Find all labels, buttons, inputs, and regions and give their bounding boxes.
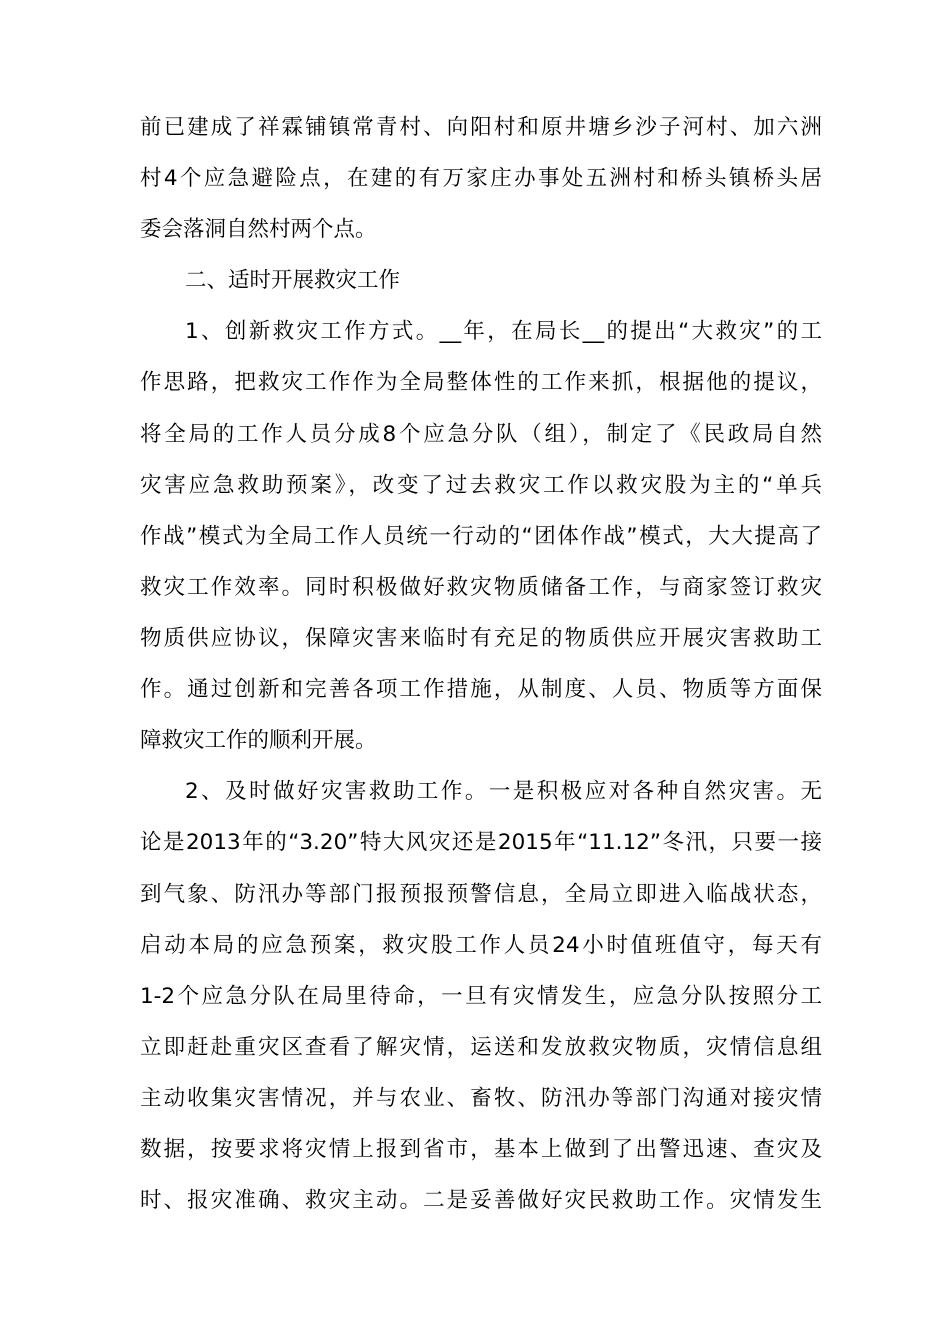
text-line: 委会落洞自然村两个点。 [140, 217, 377, 242]
text-line: 时、报灾准确、救灾主动。二是妥善做好灾民救助工作。灾情发生 [140, 1188, 822, 1213]
text-line: 到气象、防汛办等部门报预报预警信息，全局立即进入临战状态， [140, 882, 822, 907]
paragraph-start-line: 2、及时做好灾害救助工作。一是积极应对各种自然灾害。无 [185, 779, 822, 804]
text-line: 灾害应急救助预案》，改变了过去救灾工作以救灾股为主的“单兵 [140, 473, 822, 498]
text-line: 启动本局的应急预案，救灾股工作人员24小时值班值守，每天有 [140, 933, 822, 958]
text-line: 障救灾工作的顺利开展。 [140, 728, 377, 753]
text-line: 数据，按要求将灾情上报到省市，基本上做到了出警迅速、查灾及 [140, 1137, 822, 1162]
text-line: 1-2个应急分队在局里待命，一旦有灾情发生，应急分队按照分工 [140, 984, 822, 1009]
text-line: 作战”模式为全局工作人员统一行动的“团体作战”模式，大大提高了 [140, 524, 822, 549]
text-line: 物质供应协议，保障灾害来临时有充足的物质供应开展灾害救助工 [140, 626, 822, 651]
text-line: 作。通过创新和完善各项工作措施，从制度、人员、物质等方面保 [140, 677, 822, 702]
text-line: 救灾工作效率。同时积极做好救灾物质储备工作，与商家签订救灾 [140, 575, 822, 600]
text-line: 村4个应急避险点，在建的有万家庄办事处五洲村和桥头镇桥头居 [140, 166, 822, 191]
text-line: 论是2013年的“3.20”特大风灾还是2015年“11.12”冬汛，只要一接 [140, 830, 822, 855]
text-line: 前已建成了祥霖铺镇常青村、向阳村和原井塘乡沙子河村、加六洲 [140, 115, 822, 140]
section-heading: 二、适时开展救灾工作 [185, 268, 401, 293]
text-line: 作思路，把救灾工作作为全局整体性的工作来抓，根据他的提议， [140, 370, 822, 395]
text-line: 主动收集灾害情况，并与农业、畜牧、防汛办等部门沟通对接灾情 [140, 1086, 822, 1111]
text-line: 立即赶赴重灾区查看了解灾情，运送和发放救灾物质，灾情信息组 [140, 1035, 822, 1060]
paragraph-start-line: 1、创新救灾工作方式。__年，在局长__的提出“大救灾”的工 [185, 319, 822, 344]
text-line: 将全局的工作人员分成8个应急分队（组），制定了《民政局自然 [140, 422, 822, 447]
